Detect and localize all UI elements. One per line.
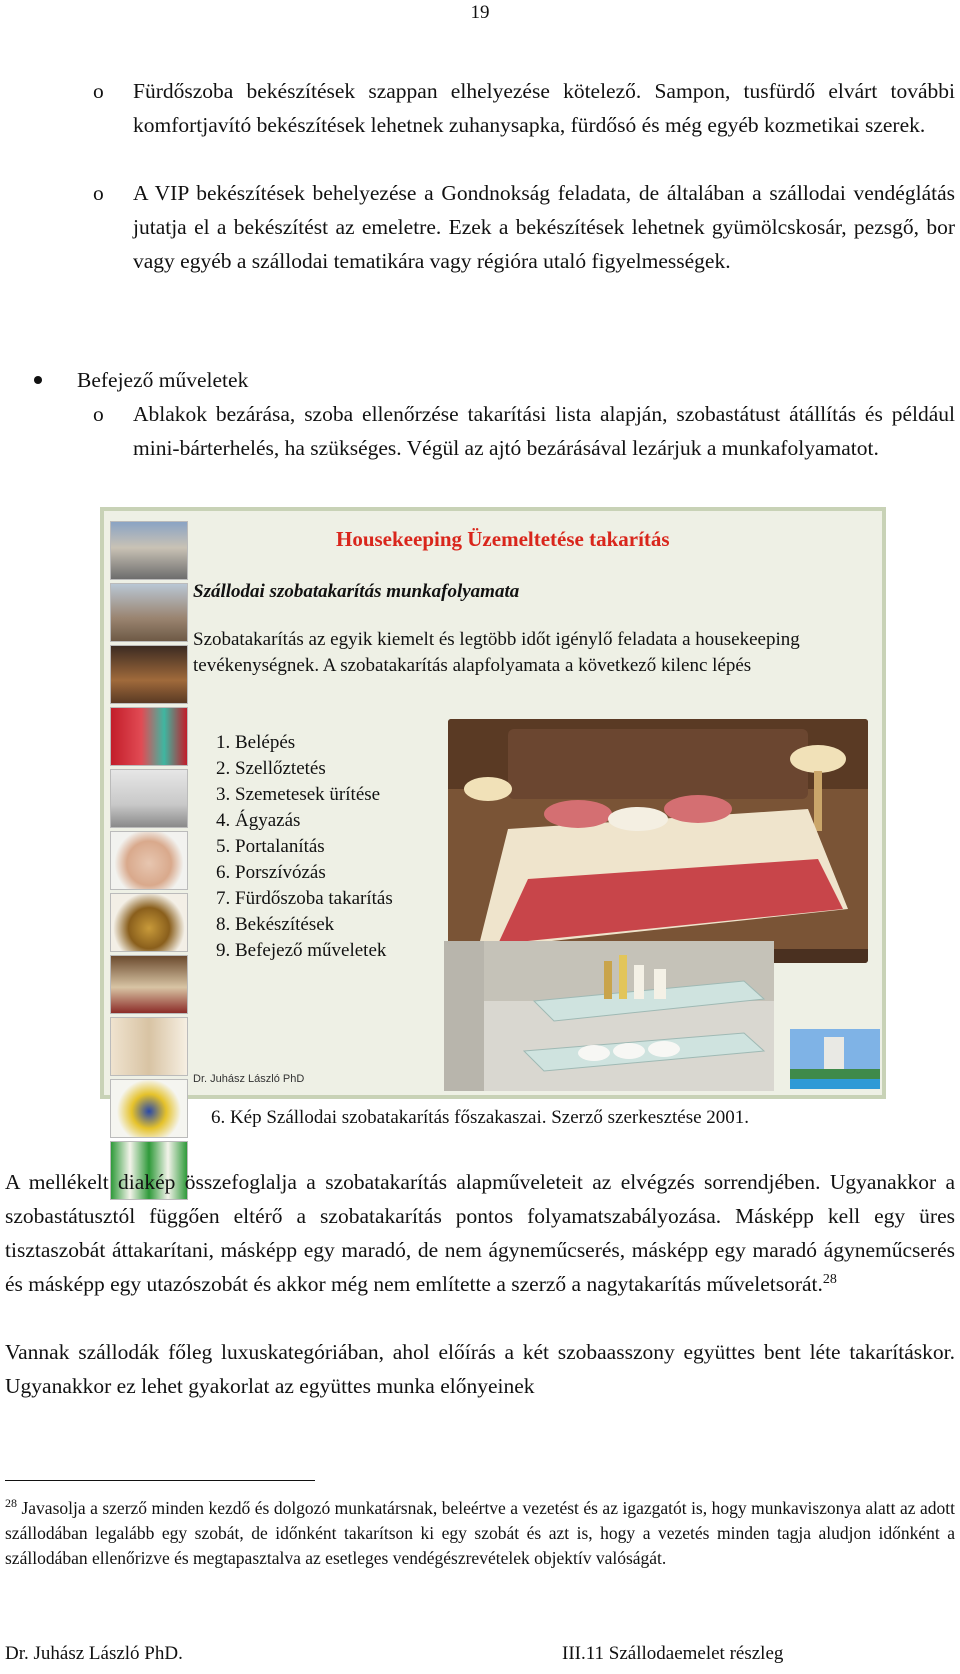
bathroom-shelf-photo bbox=[444, 941, 774, 1091]
portrait-photo bbox=[110, 521, 188, 580]
step-item: 3. Szemetesek ürítése bbox=[216, 784, 381, 805]
list-item-vip: A VIP bekészítések behelyezése a Gondnokság feladata, de általában a szállodai vendéglátás jutatja el a bekészítést az emeletre. Ezek a bekészítések lehetnek gyümölcskosár, pezsgő, bor vagy egyéb a szállodai tematikára vagy régióra utaló figyelmességek. bbox=[133, 181, 955, 273]
footer-section: III.11 Szállodaemelet részleg bbox=[562, 1643, 784, 1664]
slide-intro: Szobatakarítás az egyik kiemelt és legtöbb időt igénylő feladata a housekeeping tevékenységnek. A szobatakarítás alapfolyamata a következő kilenc lépés bbox=[193, 629, 800, 676]
step-item: 8. Bekészítések bbox=[216, 914, 335, 935]
list-item-bathroom: Fürdőszoba bekészítések szappan elhelyezése kötelező. Sampon, tusfürdő elvárt további komfortjavító bekészítések lehetnek zuhanysapka, fürdősó és még egyéb kozmetikai szerek. bbox=[133, 79, 955, 137]
step-item: 7. Fürdőszoba takarítás bbox=[216, 888, 393, 909]
step-item: 9. Befejező műveletek bbox=[216, 940, 387, 961]
hand-photo bbox=[110, 831, 188, 890]
slide-title: Housekeeping Üzemeltetése takarítás bbox=[336, 527, 670, 551]
cleaning-steps-list bbox=[216, 730, 393, 964]
body-paragraph-2: Vannak szállodák főleg luxuskategóriában, ahol előírás a két szobaasszony együttes bent léte takarításkor. Ugyanakkor ez lehet gyakorlat az együttes munka előnyeinek bbox=[5, 1340, 955, 1398]
page-number: 19 bbox=[470, 2, 490, 23]
bedroom-thumb-photo bbox=[110, 955, 188, 1014]
body-paragraph-text: A mellékelt diakép összefoglalja a szobatakarítás alapműveleteit az elvégzés sorrendjében. Ugyanakkor a szobastátusztól függően eltérő a szobatakarítás pontos folyamatszabályozása. Másképp kell egy üres tisztaszobát áttakarítani, másképp egy maradó, de nem ágyneműcserés, másképp egy maradó ágyneműcserés és másképp egy utazószobát és akkor még nem említette a szerző a nagytakarítás műveletsorát. bbox=[5, 1170, 955, 1296]
step-item: 1. Belépés bbox=[216, 732, 296, 753]
list-marker: o bbox=[93, 79, 104, 103]
step-item: 2. Szellőztetés bbox=[216, 758, 326, 779]
figure-caption: 6. Kép Szállodai szobatakarítás főszakaszai. Szerző szerkesztése 2001. bbox=[210, 1107, 750, 1128]
bedroom-photo bbox=[448, 719, 868, 963]
service-bell-photo bbox=[110, 893, 188, 952]
housekeeper-photo bbox=[110, 1017, 188, 1076]
list-marker: o bbox=[93, 181, 104, 205]
footnote-reference[interactable]: 28 bbox=[822, 1271, 837, 1287]
hotel-exterior-photo bbox=[790, 1029, 880, 1089]
guests-photo bbox=[110, 769, 188, 828]
bullet-dot bbox=[34, 376, 42, 384]
footer-author: Dr. Juhász László PhD. bbox=[5, 1643, 183, 1664]
slide-subtitle: Szállodai szobatakarítás munkafolyamata bbox=[193, 581, 520, 602]
list-marker: o bbox=[93, 402, 104, 426]
body-paragraph bbox=[5, 1165, 955, 1301]
step-item: 5. Portalanítás bbox=[216, 836, 325, 857]
footnote-divider bbox=[5, 1480, 315, 1481]
footnote bbox=[5, 1491, 955, 1571]
reception-photo bbox=[110, 707, 188, 766]
thumbnail-column bbox=[110, 521, 190, 1203]
list-item-closing: Ablakok bezárása, szoba ellenőrzése takarítási lista alapján, szobastátust átállítás és például mini-bárterhelés, ha szükséges. Végül az ajtó bezárásával lezárjuk a munkafolyamatot. bbox=[133, 402, 955, 460]
footnote-text: Javasolja a szerző minden kezdő és dolgozó munkatársnak, beleértve a vezetést és az igazgatót is, hogy munkaviszonya alatt az adott szállodában legalább egy szobát, de időnként takarítson ki egy szobát és azt is, hogy a vezetés minden tagja aludjon időnként a szállodában ellenőrizve és megtapasztalva az esetleges vendégészrevételek objektív valóságát. bbox=[5, 1497, 955, 1568]
step-item: 4. Ágyazás bbox=[216, 810, 301, 831]
footnote-number: 28 bbox=[5, 1496, 17, 1510]
bullet-heading: Befejező műveletek bbox=[77, 368, 249, 392]
slide-background bbox=[104, 511, 882, 1095]
step-item: 6. Porszívózás bbox=[216, 862, 326, 883]
slide-author: Dr. Juhász László PhD bbox=[193, 1073, 305, 1085]
hotel-building-photo bbox=[110, 583, 188, 642]
slide-image bbox=[100, 507, 886, 1099]
lobby-photo bbox=[110, 645, 188, 704]
